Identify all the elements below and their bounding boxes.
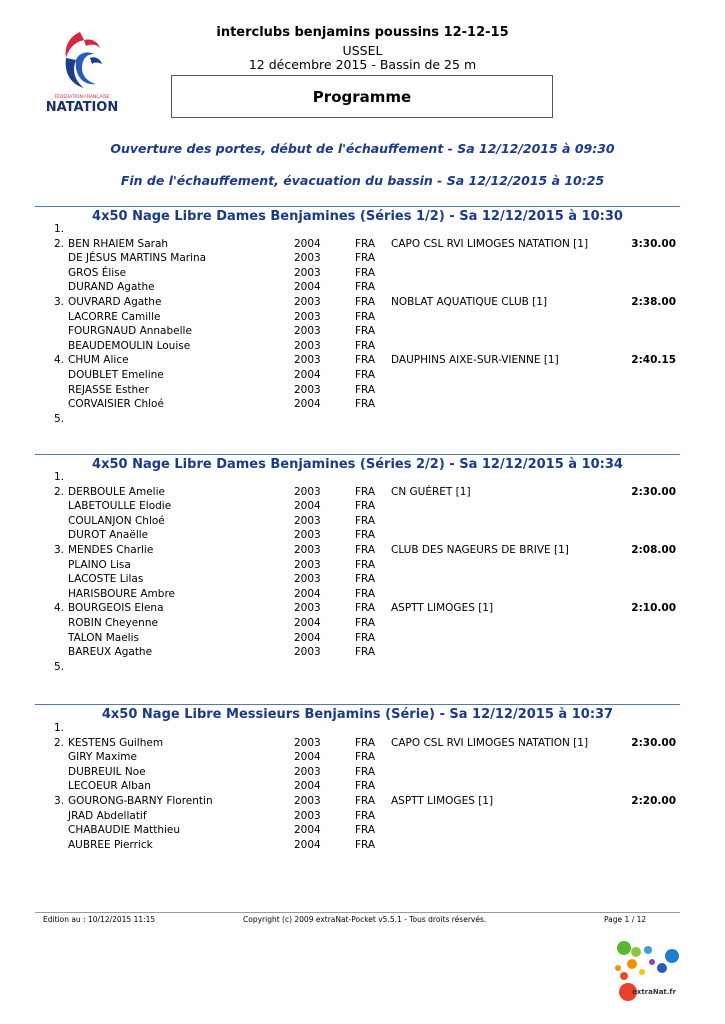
logo-small-text: FÉDÉRATION FRANÇAISE [54,95,110,100]
page-footer [35,912,680,924]
cell-year: 2003 [294,602,321,615]
section-title: 4x50 Nage Libre Dames Benjamines (Séries 2/2) - Sa 12/12/2015 à 10:34 [35,454,680,472]
cell-year: 2004 [294,369,321,381]
cell-year: 2003 [294,809,321,822]
cell-name: DERBOULE Amelie [68,485,165,498]
meet-title: interclubs benjamins poussins 12-12-15 [216,25,509,40]
cell-year: 2004 [294,780,321,793]
table-row [0,660,725,675]
table-row [0,280,725,295]
table-row [0,353,725,368]
cell-nat: FRA [355,529,376,542]
cell-nat: FRA [355,310,376,323]
cell-name: JRAD Abdellatif [68,809,147,822]
cell-nat: FRA [355,736,376,749]
cell-name: CHUM Alice [68,354,129,367]
cell-nat: FRA [355,354,376,367]
cell-name: DUBREUIL Noe [68,765,146,778]
cell-name: LABETOULLE Elodie [68,500,172,513]
cell-time: 3:30.00 [631,237,676,250]
cell-num: 4. [53,354,64,367]
cell-year: 2003 [294,296,321,308]
cell-num: 3. [53,296,64,308]
cell-year: 2003 [294,529,321,542]
cell-nat: FRA [355,339,376,352]
table-row [0,750,725,765]
cell-year: 2003 [294,795,321,807]
table-row [0,823,725,838]
programme-box [171,75,553,118]
cell-name: TALON Maelis [68,631,139,644]
table-row [0,514,725,529]
table-row [0,310,725,325]
cell-year: 2003 [294,354,321,367]
cell-year: 2004 [294,751,321,764]
table-row [0,222,725,237]
cell-name: CHABAUDIE Matthieu [68,824,181,837]
cell-nat: FRA [355,325,376,338]
cell-time: 2:38.00 [631,296,676,308]
cell-nat: FRA [355,751,376,764]
cell-year: 2003 [294,736,321,749]
table-row [0,794,725,809]
cell-nat: FRA [355,485,376,498]
cell-year: 2003 [294,573,321,586]
table-row [0,499,725,514]
table-row [0,721,725,736]
cell-nat: FRA [355,765,376,778]
table-row [0,528,725,543]
cell-year: 2003 [294,339,321,352]
cell-name: FOURGNAUD Annabelle [68,325,192,338]
cell-club: ASPTT LIMOGES [1] [391,795,494,807]
cell-year: 2004 [294,237,321,250]
table-row [0,558,725,573]
table-row [0,543,725,558]
cell-year: 2003 [294,266,321,279]
cell-name: AUBREE Pierrick [68,838,153,851]
cell-nat: FRA [355,573,376,586]
cell-name: GOURONG-BARNY Florentin [68,795,213,807]
cell-num: 3. [53,544,64,556]
cell-nat: FRA [355,795,376,807]
cell-year: 2004 [294,281,321,294]
cell-year: 2004 [294,398,321,411]
cell-name: REJASSE Esther [68,383,149,396]
cell-year: 2003 [294,514,321,527]
cell-year: 2003 [294,558,321,571]
table-row [0,397,725,412]
cell-year: 2003 [294,252,321,265]
ffn-logo [40,28,125,118]
cell-name: DE JÉSUS MARTINS Marina [68,252,207,265]
cell-club: CAPO CSL RVI LIMOGES NATATION [1] [391,237,589,250]
cell-name: HARISBOURE Ambre [68,587,175,600]
cell-nat: FRA [355,369,376,381]
cell-nat: FRA [355,602,376,615]
table-row [0,736,725,751]
cell-club: DAUPHINS AIXE-SUR-VIENNE [1] [391,354,559,367]
cell-nat: FRA [355,809,376,822]
cell-num: 1. [53,223,64,235]
cell-year: 2004 [294,617,321,629]
cell-num: 2. [53,237,64,250]
table-row [0,631,725,646]
table-row [0,809,725,824]
cell-nat: FRA [355,266,376,279]
cell-nat: FRA [355,500,376,513]
table-row [0,470,725,485]
cell-name: BEAUDEMOULIN Louise [68,339,191,352]
cell-nat: FRA [355,237,376,250]
table-row [0,251,725,266]
cell-club: CAPO CSL RVI LIMOGES NATATION [1] [391,736,589,749]
cell-name: LACOSTE Lilas [68,573,144,586]
cell-name: GROS Élise [68,266,127,279]
footer-edition: Edition au : 10/12/2015 11:15 [43,915,156,924]
cell-nat: FRA [355,296,376,308]
cell-nat: FRA [355,514,376,527]
cell-num: 3. [53,795,64,807]
extranat-logo [612,938,684,1008]
cell-year: 2003 [294,485,321,498]
cell-num: 4. [53,602,64,615]
cell-time: 2:10.00 [631,602,676,615]
cell-name: DURAND Agathe [68,281,155,294]
cell-club: CN GUÉRET [1] [391,485,471,498]
cell-club: NOBLAT AQUATIQUE CLUB [1] [391,296,548,308]
table-row [0,779,725,794]
footer-page: Page 1 / 12 [604,915,647,924]
table-row [0,587,725,602]
table-row [0,237,725,252]
cell-name: OUVRARD Agathe [68,296,162,308]
logo-big-text: NATATION [45,100,119,115]
cell-name: KESTENS Guilhem [68,736,164,749]
cell-nat: FRA [355,780,376,793]
cell-time: 2:30.00 [631,736,676,749]
cell-name: BAREUX Agathe [68,646,153,659]
cell-time: 2:30.00 [631,485,676,498]
table-row [0,339,725,354]
notice-end-warmup: Fin de l'échauffement, évacuation du bassin - Sa 12/12/2015 à 10:25 [120,173,605,188]
cell-time: 2:08.00 [631,544,676,556]
cell-num: 2. [53,736,64,749]
cell-club: ASPTT LIMOGES [1] [391,602,494,615]
cell-num: 5. [53,660,64,673]
cell-nat: FRA [355,646,376,659]
table-row [0,601,725,616]
programme-label: Programme [312,87,412,106]
cell-club: CLUB DES NAGEURS DE BRIVE [1] [391,544,569,556]
cell-name: GIRY Maxime [68,751,137,764]
footer-copyright: Copyright (c) 2009 extraNat-Pocket v5.5.1 - Tous droits réservés. [243,915,487,924]
cell-year: 2004 [294,824,321,837]
cell-nat: FRA [355,398,376,411]
cell-num: 1. [53,471,64,483]
cell-num: 1. [53,722,64,734]
cell-name: PLAINO Lisa [68,558,131,571]
cell-year: 2003 [294,310,321,323]
cell-nat: FRA [355,838,376,851]
table-row [0,485,725,500]
cell-nat: FRA [355,383,376,396]
cell-name: CORVAISIER Chloé [68,398,164,411]
cell-time: 2:20.00 [631,795,676,807]
cell-year: 2003 [294,646,321,659]
cell-time: 2:40.15 [631,354,676,367]
cell-nat: FRA [355,824,376,837]
table-row [0,295,725,310]
table-row [0,838,725,853]
cell-num: 5. [53,412,64,425]
table-row [0,266,725,281]
cell-name: BOURGEOIS Elena [68,602,164,615]
section-title: 4x50 Nage Libre Messieurs Benjamins (Série) - Sa 12/12/2015 à 10:37 [35,704,680,722]
table-row [0,616,725,631]
cell-nat: FRA [355,617,376,629]
cell-name: ROBIN Cheyenne [68,617,158,629]
cell-nat: FRA [355,252,376,265]
cell-nat: FRA [355,281,376,294]
cell-nat: FRA [355,558,376,571]
notice-opening: Ouverture des portes, début de l'échauffement - Sa 12/12/2015 à 09:30 [110,141,615,156]
cell-nat: FRA [355,544,376,556]
cell-year: 2004 [294,838,321,851]
cell-nat: FRA [355,631,376,644]
cell-name: LACORRE Camille [68,310,161,323]
cell-name: BEN RHAIEM Sarah [68,237,169,250]
table-row [0,383,725,398]
table-row [0,368,725,383]
section-title: 4x50 Nage Libre Dames Benjamines (Séries 1/2) - Sa 12/12/2015 à 10:30 [35,206,680,224]
cell-year: 2003 [294,383,321,396]
table-row [0,412,725,427]
cell-name: MENDES Charlie [68,544,154,556]
cell-name: DOUBLET Emeline [68,369,164,381]
meet-date: 12 décembre 2015 - Bassin de 25 m [248,57,477,72]
cell-name: DUROT Anaëlle [68,529,149,542]
extranat-text: extraNat.fr [632,988,676,996]
table-row [0,645,725,660]
cell-year: 2003 [294,544,321,556]
cell-year: 2003 [294,325,321,338]
cell-name: COULANJON Chloé [68,514,165,527]
cell-name: LECOEUR Alban [68,780,151,793]
cell-year: 2003 [294,765,321,778]
meet-location: USSEL [342,43,383,58]
table-row [0,572,725,587]
cell-year: 2004 [294,631,321,644]
cell-year: 2004 [294,500,321,513]
table-row [0,765,725,780]
cell-year: 2004 [294,587,321,600]
cell-nat: FRA [355,587,376,600]
table-row [0,324,725,339]
cell-num: 2. [53,485,64,498]
